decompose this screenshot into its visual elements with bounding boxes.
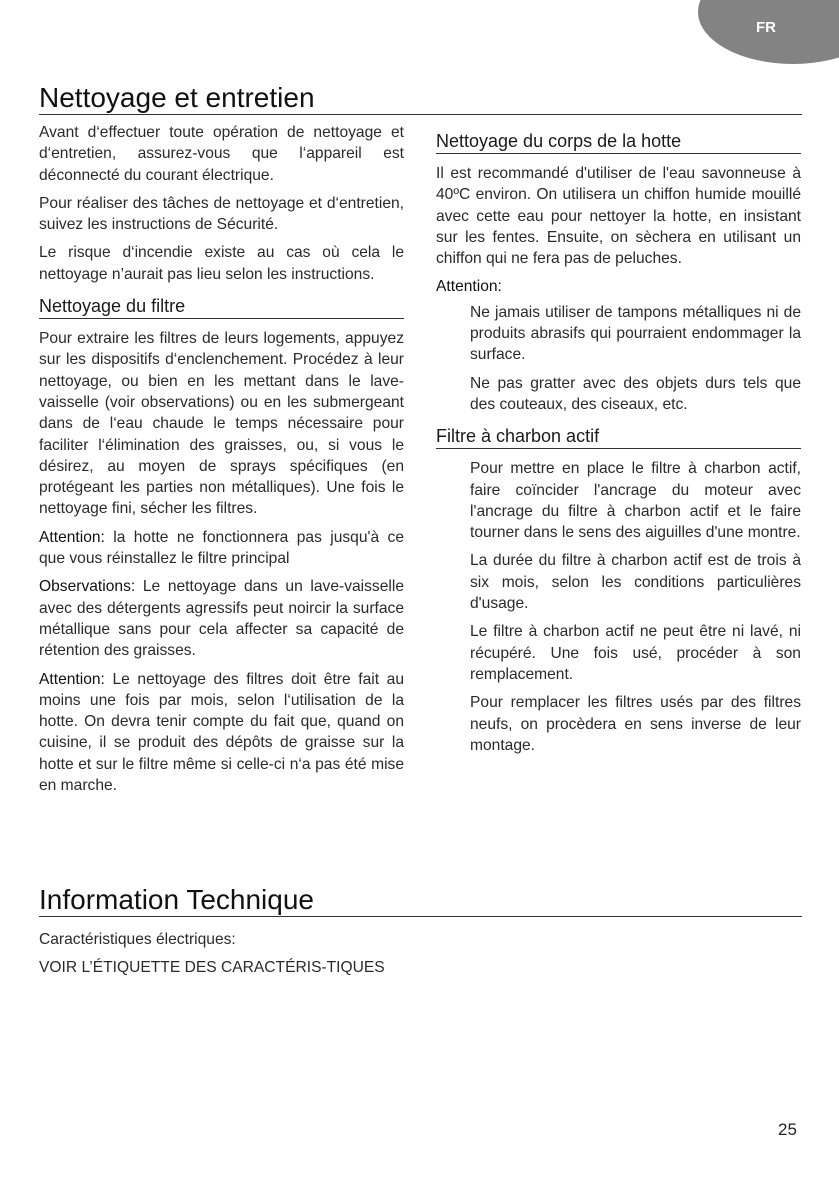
attention-note-2 [39,669,404,797]
intro-paragraph-3: Le risque d‘incendie existe au cas où cela le nettoyage n’aurait pas lieu selon les instructions. [39,244,404,283]
charcoal-item-3: Le filtre à charbon actif ne peut être ni lavé, ni récupéré. Une fois usé, procéder à son remplacement. [470,623,801,683]
language-label: FR [756,19,776,36]
hood-body-paragraph: Il est recommandé d'utiliser de l'eau savonneuse à 40ºC environ. On utilisera un chiffon humide mouillé avec cette eau pour nettoyer la hotte, en insistant sur les fentes. Ensuite, on sèchera en utilisant un chiffon qui ne fera pas de peluches. [436,165,801,268]
attention-item-1: Ne jamais utiliser de tampons métalliques ni de produits abrasifs qui pourraient endommager la surface. [470,303,801,364]
observations-label: Observations: [39,578,136,596]
left-column [39,122,404,803]
intro-paragraph-2: Pour réaliser des tâches de nettoyage et d‘entretien, suivez les instructions de Sécurité. [39,194,404,234]
attention-label-1: Attention: [39,528,105,546]
section-title-technical: Information Technique [39,884,802,917]
charcoal-item-1: Pour mettre en place le filtre à charbon actif, faire coïncider l'ancrage du moteur avec l'ancrage du filtre à charbon actif et le faire tourner dans le sens des aiguilles d'une montre. [470,460,801,542]
right-column [436,130,801,763]
hood-body-heading: Nettoyage du corps de la hotte [436,130,801,154]
section-title-cleaning: Nettoyage et entretien [39,82,802,115]
attention-note-1 [39,527,404,570]
charcoal-item-2: La durée du filtre à charbon actif est de trois à six mois, selon les conditions particulières d'usage. [470,552,801,613]
intro-paragraph-1: Avant d‘effectuer toute opération de nettoyage et d‘entretien, assurez-vous que l‘appareil est déconnecté du courant électrique. [39,124,404,184]
attention-text-2: Le nettoyage des filtres doit être fait au moins une fois par mois, selon l‘utilisation de la hotte. On devra tenir compte du fait que, quand on cuisine, il se produit des dépôts de graisse sur la hotte et sur le filtre même si celle-ci n‘a pas été mise en marche. [39,670,404,795]
technical-info [39,929,404,986]
page-number: 25 [778,1120,797,1139]
attention-label-right: Attention: [436,278,502,296]
observations-text: Le nettoyage dans un lave-vaisselle avec des détergents agressifs peut noircir la surface métallique sans pour cela affecter sa capacité de rétention des graisses. [39,578,404,660]
attention-item-2: Ne pas gratter avec des objets durs tels que des couteaux, des ciseaux, etc. [470,374,801,413]
see-label-text: VOIR L’ÉTIQUETTE DES CARACTÉRIS-TIQUES [39,959,385,977]
filter-heading: Nettoyage du filtre [39,295,404,319]
filter-paragraph: Pour extraire les filtres de leurs logements, appuyez sur les dispositifs d‘enclenchement. Procédez à leur nettoyage, ou bien en les mettant dans le lave-vaisselle (voir observations) ou en les submergeant dans de l‘eau chaude le temps nécessaire pour faciliter l‘élimination des graisses, ou, si vous le désirez, au moyen de sprays spécifiques (en protégeant les parties non métalliques). Une fois le nettoyage fini, sécher les filtres. [39,330,404,518]
observations-note [39,576,404,661]
charcoal-filter-heading: Filtre à charbon actif [436,425,801,449]
electrical-characteristics-label: Caractéristiques électriques: [39,931,236,948]
attention-label-2: Attention: [39,670,105,688]
attention-text-1: la hotte ne fonctionnera pas jusqu'à ce que vous réinstallez le filtre principal [39,528,404,568]
charcoal-item-4: Pour remplacer les filtres usés par des filtres neufs, on procèdera en sens inverse de leur montage. [470,694,801,754]
